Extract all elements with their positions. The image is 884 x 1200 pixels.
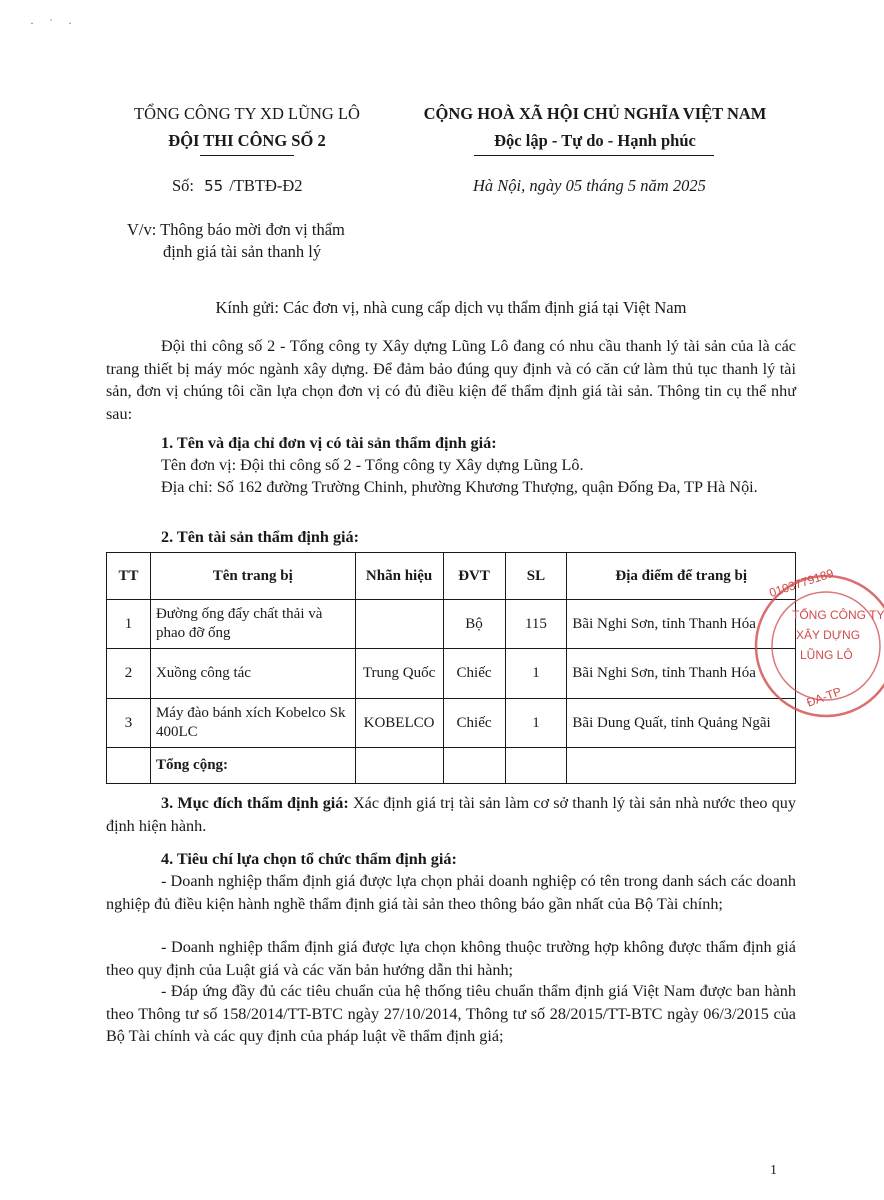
right-header xyxy=(395,100,795,154)
section2-title: 2. Tên tài sản thẩm định giá: xyxy=(161,528,360,546)
seal-line4: ĐA-TP xyxy=(804,684,844,710)
seal-code: 0103779189 xyxy=(767,566,836,600)
seal-line1: TỔNG CÔNG TY xyxy=(792,608,884,622)
section4-title: 4. Tiêu chí lựa chọn tổ chức thẩm định giá: xyxy=(161,850,457,868)
doc-number: Số: 55 /TBTĐ-Đ2 xyxy=(172,176,303,195)
section1-unit: Tên đơn vị: Đội thi công số 2 - Tổng công ty Xây dựng Lũng Lô. xyxy=(161,456,584,474)
doc-number-handwritten: 55 xyxy=(204,177,224,195)
col-location: Địa điểm để trang bị xyxy=(567,553,796,600)
page-number: 1 xyxy=(770,1163,777,1178)
section4-item-1: - Doanh nghiệp thẩm định giá được lựa chọn phải doanh nghiệp có tên trong danh sách các doanh nghiệp đủ điều kiện hành nghề thẩm định giá tài sản theo thông báo gần nhất của Bộ Tài chính; xyxy=(106,872,796,913)
section4-item-2: - Doanh nghiệp thẩm định giá được lựa chọn không thuộc trường hợp không được thẩm định giá theo quy định của Luật giá và các văn bản hướng dẫn thi hành; xyxy=(106,938,796,979)
table-header-row xyxy=(107,553,796,600)
seal-line2: XÂY DỰNG xyxy=(796,628,861,642)
table-row: 3 Máy đào bánh xích Kobelco Sk 400LC KOBELCO Chiếc 1 Bãi Dung Quất, tỉnh Quảng Ngãi xyxy=(107,699,796,748)
asset-table xyxy=(106,552,796,784)
section3-title: 3. Mục đích thẩm định giá: xyxy=(161,794,349,812)
col-tt: TT xyxy=(107,553,151,600)
left-header xyxy=(106,100,388,154)
section1-address: Địa chỉ: Số 162 đường Trường Chinh, phường Khương Thượng, quận Đống Đa, TP Hà Nội. xyxy=(161,478,758,496)
col-qty: SL xyxy=(505,553,567,600)
org-parent: TỔNG CÔNG TY XD LŨNG LÔ xyxy=(134,104,360,123)
section4-item-3: - Đáp ứng đầy đủ các tiêu chuẩn của hệ thống tiêu chuẩn thẩm định giá Việt Nam được ban hành theo Thông tư số 158/2014/TT-BTC ngày 27/10/2014, Thông tư số 28/2015/TT-BTC ngày 06/3/2015 của Bộ Tài chính và các quy định của pháp luật về thẩm định giá; xyxy=(106,982,796,1045)
company-seal xyxy=(748,566,884,728)
org-unit: ĐỘI THI CÔNG SỐ 2 xyxy=(168,131,326,150)
section3 xyxy=(106,792,796,837)
intro-paragraph: Đội thi công số 2 - Tổng công ty Xây dựng Lũng Lô đang có nhu cầu thanh lý tài sản của là các trang thiết bị máy móc ngành xây dựng. Để đảm bảo đúng quy định và có căn cứ làm thủ tục thanh lý tài sản, đơn vị chúng tôi cần lựa chọn đơn vị có đủ điều kiện để thẩm định giá tài sản. Thông tin cụ thể như sau: xyxy=(106,337,796,423)
salutation: Kính gửi: Các đơn vị, nhà cung cấp dịch vụ thẩm định giá tại Việt Nam xyxy=(215,298,687,317)
col-unit: ĐVT xyxy=(443,553,505,600)
table-row: 1 Đường ống đẩy chất thải và phao đỡ ống Bộ 115 Bãi Nghi Sơn, tỉnh Thanh Hóa xyxy=(107,600,796,649)
motto: Độc lập - Tự do - Hạnh phúc xyxy=(494,131,696,150)
nation-title: CỘNG HOÀ XÃ HỘI CHỦ NGHĨA VIỆT NAM xyxy=(423,104,767,123)
table-total-row: Tổng cộng: xyxy=(107,748,796,784)
subject: V/v: Thông báo mời đơn vị thẩm định giá tài sản thanh lý xyxy=(127,220,345,261)
place-date: Hà Nội, ngày 05 tháng 5 năm 2025 xyxy=(473,176,706,195)
scan-marks: · ˙ · xyxy=(30,16,78,30)
table-row: 2 Xuồng công tác Trung Quốc Chiếc 1 Bãi Nghi Sơn, tỉnh Thanh Hóa xyxy=(107,649,796,699)
col-brand: Nhãn hiệu xyxy=(355,553,443,600)
motto-underline xyxy=(474,155,714,156)
org-underline xyxy=(200,155,294,156)
col-name: Tên trang bị xyxy=(150,553,355,600)
section1-title: 1. Tên và địa chỉ đơn vị có tài sản thẩm định giá: xyxy=(161,434,497,452)
seal-line3: LŨNG LÔ xyxy=(800,648,853,662)
section3-body: Xác định giá trị tài sản làm cơ sở thanh lý tài sản nhà nước theo quy định hiện hành. xyxy=(106,794,796,835)
